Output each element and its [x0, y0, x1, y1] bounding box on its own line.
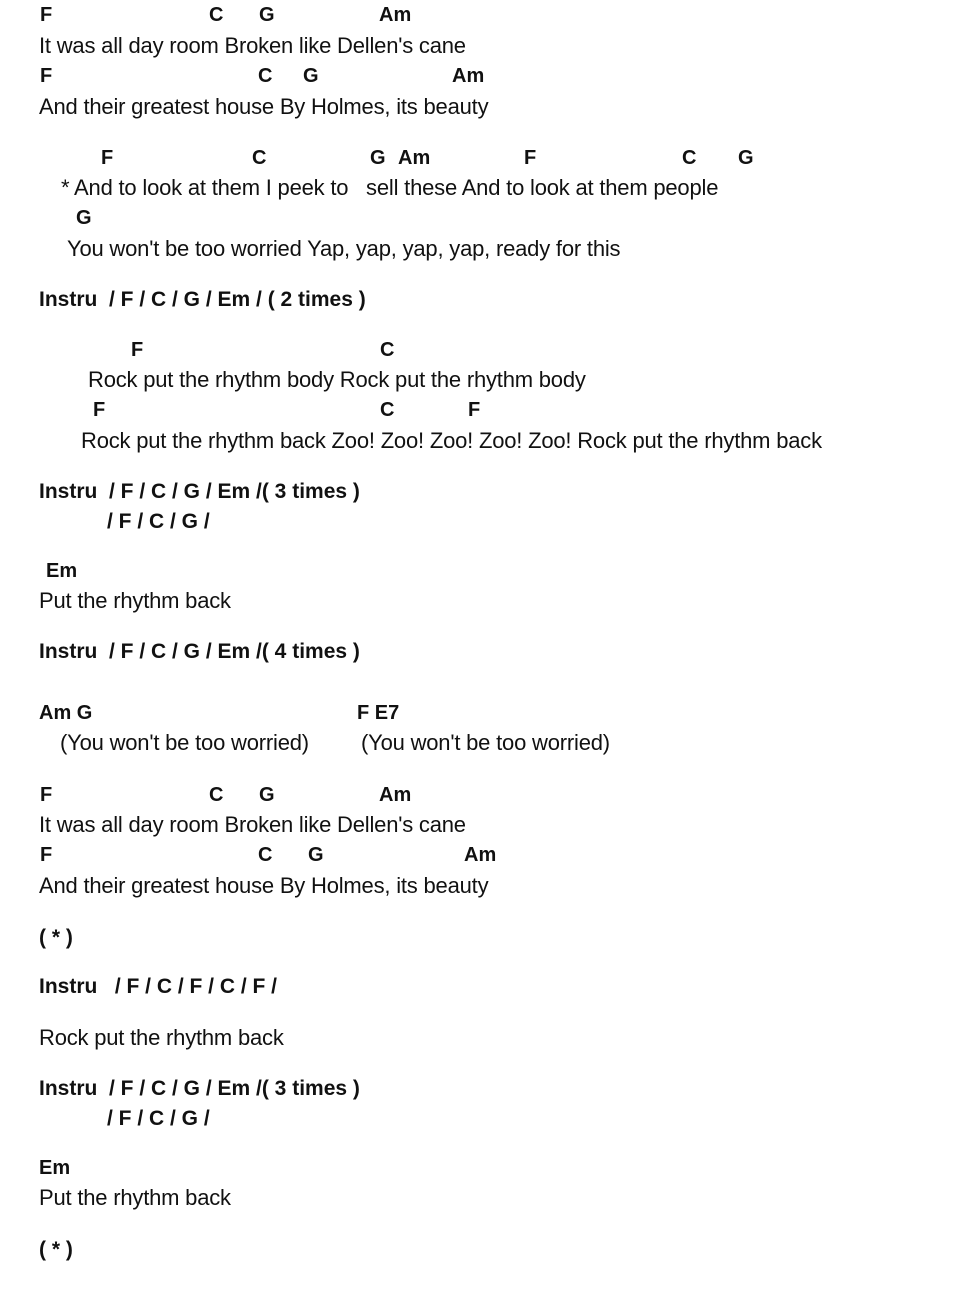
- chord: Am: [398, 147, 431, 169]
- chord: C: [682, 147, 697, 169]
- chord: F: [40, 784, 53, 806]
- chord: F: [524, 147, 537, 169]
- bridge-lyric-line-1: Rock put the rhythm body Rock put the rhythm body: [88, 367, 586, 392]
- em-lyric-line: Put the rhythm back: [39, 588, 231, 613]
- chord: F: [93, 399, 106, 421]
- verse1-chord-line-2: [0, 66, 969, 88]
- chord: Am: [464, 844, 497, 866]
- chord: C: [252, 147, 267, 169]
- chorus-chord-line-1: [0, 148, 969, 170]
- chord: F: [40, 65, 53, 87]
- instrumental-line: Instru / F / C / G / Em /( 3 times ): [39, 1077, 360, 1100]
- chord: G: [259, 784, 275, 806]
- instrumental-line-continued: / F / C / G /: [107, 1107, 210, 1130]
- verse1-chord-line-1: [0, 5, 969, 27]
- chord: Am: [379, 784, 412, 806]
- chord: C: [209, 4, 224, 26]
- em-chord: Em: [39, 1157, 71, 1179]
- chord: F: [40, 4, 53, 26]
- chord: F: [468, 399, 481, 421]
- chorus-lyric-line-2: You won't be too worried Yap, yap, yap, yap, ready for this: [67, 236, 621, 261]
- chord: G: [259, 4, 275, 26]
- verse2-chord-line-1: [0, 785, 969, 807]
- verse1-lyric-line-1: It was all day room Broken like Dellen's cane: [39, 33, 466, 58]
- instrumental-line: Instru / F / C / F / C / F /: [39, 975, 278, 998]
- chorus-lyric-line-1: * And to look at them I peek to sell these And to look at them people: [61, 175, 719, 200]
- em-lyric-line: Put the rhythm back: [39, 1185, 231, 1210]
- chorus-repeat-marker: ( * ): [39, 1238, 73, 1261]
- chord: G: [738, 147, 754, 169]
- chord: C: [380, 339, 395, 361]
- worried-lyric-left: (You won't be too worried): [60, 730, 309, 755]
- bridge-chord-line-2: [0, 400, 969, 422]
- bridge-lyric-line-2: Rock put the rhythm back Zoo! Zoo! Zoo! Zoo! Zoo! Rock put the rhythm back: [81, 428, 822, 453]
- worried-chords-left: Am G: [39, 702, 93, 724]
- chord: G: [76, 207, 92, 229]
- chord: C: [258, 844, 273, 866]
- chord: F: [40, 844, 53, 866]
- chord: G: [308, 844, 324, 866]
- chord: G: [303, 65, 319, 87]
- rock-lyric-line: Rock put the rhythm back: [39, 1025, 284, 1050]
- bridge-chord-line-1: [0, 340, 969, 362]
- chord: G: [370, 147, 386, 169]
- chord: F: [101, 147, 114, 169]
- em-chord: Em: [46, 560, 78, 582]
- instrumental-line: Instru / F / C / G / Em /( 4 times ): [39, 640, 360, 663]
- chord: Am: [379, 4, 412, 26]
- chorus-repeat-marker: ( * ): [39, 926, 73, 949]
- instrumental-line-continued: / F / C / G /: [107, 510, 210, 533]
- chorus-chord-line-2: [0, 208, 969, 230]
- instrumental-line: Instru / F / C / G / Em / ( 2 times ): [39, 288, 366, 311]
- verse1-lyric-line-2: And their greatest house By Holmes, its beauty: [39, 94, 489, 119]
- chord: F: [131, 339, 144, 361]
- instrumental-line: Instru / F / C / G / Em /( 3 times ): [39, 480, 360, 503]
- chord: C: [258, 65, 273, 87]
- worried-lyric-right: (You won't be too worried): [361, 730, 610, 755]
- worried-chords-right: F E7: [357, 702, 400, 724]
- chord: C: [380, 399, 395, 421]
- verse2-lyric-line-1: It was all day room Broken like Dellen's cane: [39, 812, 466, 837]
- chord: Am: [452, 65, 485, 87]
- chord: C: [209, 784, 224, 806]
- verse2-lyric-line-2: And their greatest house By Holmes, its beauty: [39, 873, 489, 898]
- verse2-chord-line-2: [0, 845, 969, 867]
